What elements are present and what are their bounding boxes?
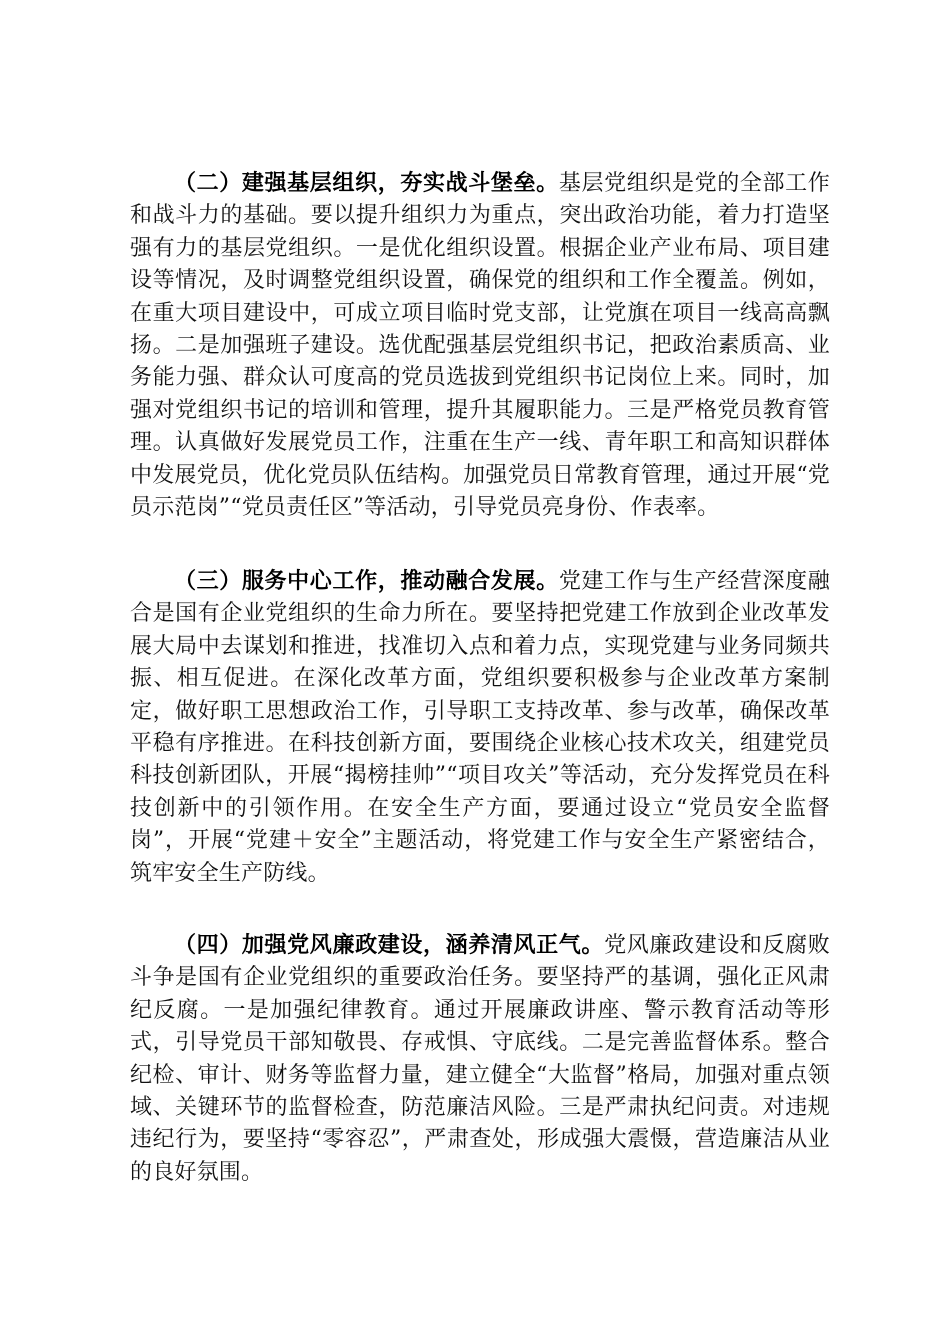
paragraph-section-4 — [130, 930, 830, 1189]
paragraph-body: 党风廉政建设和反腐败斗争是国有企业党组织的重要政治任务。要坚持严的基调，强化正风肃纪反腐。一是加强纪律教育。通过开展廉政讲座、警示教育活动等形式，引导党员干部知敬畏、存戒惧、守底线。二是完善监督体系。整合纪检、审计、财务等监督力量，建立健全“大监督”格局，加强对重点领域、关键环节的监督检查，防范廉洁风险。三是严肃执纪问责。对违规违纪行为，要坚持“零容忍”，严肃查处，形成强大震慑，营造廉洁从业的良好氛围。 — [130, 933, 830, 1185]
paragraph-body: 基层党组织是党的全部工作和战斗力的基础。要以提升组织力为重点，突出政治功能，着力打造坚强有力的基层党组织。一是优化组织设置。根据企业产业布局、项目建设等情况，及时调整党组织设置，确保党的组织和工作全覆盖。例如，在重大项目建设中，可成立项目临时党支部，让党旗在项目一线高高飘扬。二是加强班子建设。选优配强基层党组织书记，把政治素质高、业务能力强、群众认可度高的党员选拔到党组织书记岗位上来。同时，加强对党组织书记的培训和管理，提升其履职能力。三是严格党员教育管理。认真做好发展党员工作，注重在生产一线、青年职工和高知识群体中发展党员，优化党员队伍结构。加强党员日常教育管理，通过开展“党员示范岗”“党员责任区”等活动，引导党员亮身份、作表率。 — [130, 171, 831, 521]
paragraph-heading: （二）建强基层组织，夯实战斗堡垒。 — [174, 171, 559, 196]
paragraph-section-2 — [130, 168, 830, 524]
paragraph-heading: （三）服务中心工作，推动融合发展。 — [174, 569, 559, 594]
paragraph-body: 党建工作与生产经营深度融合是国有企业党组织的生命力所在。要坚持把党建工作放到企业改革发展大局中去谋划和推进，找准切入点和着力点，实现党建与业务同频共振、相互促进。在深化改革方面，党组织要积极参与企业改革方案制定，做好职工思想政治工作，引导职工支持改革、参与改革，确保改革平稳有序推进。在科技创新方面，要围绕企业核心技术攻关，组建党员科技创新团队，开展“揭榜挂帅”“项目攻关”等活动，充分发挥党员在科技创新中的引领作用。在安全生产方面，要通过设立“党员安全监督岗”，开展“党建＋安全”主题活动，将党建工作与安全生产紧密结合，筑牢安全生产防线。 — [130, 569, 831, 886]
paragraph-section-3 — [130, 566, 830, 890]
paragraph-heading: （四）加强党风廉政建设，涵养清风正气。 — [174, 933, 605, 958]
